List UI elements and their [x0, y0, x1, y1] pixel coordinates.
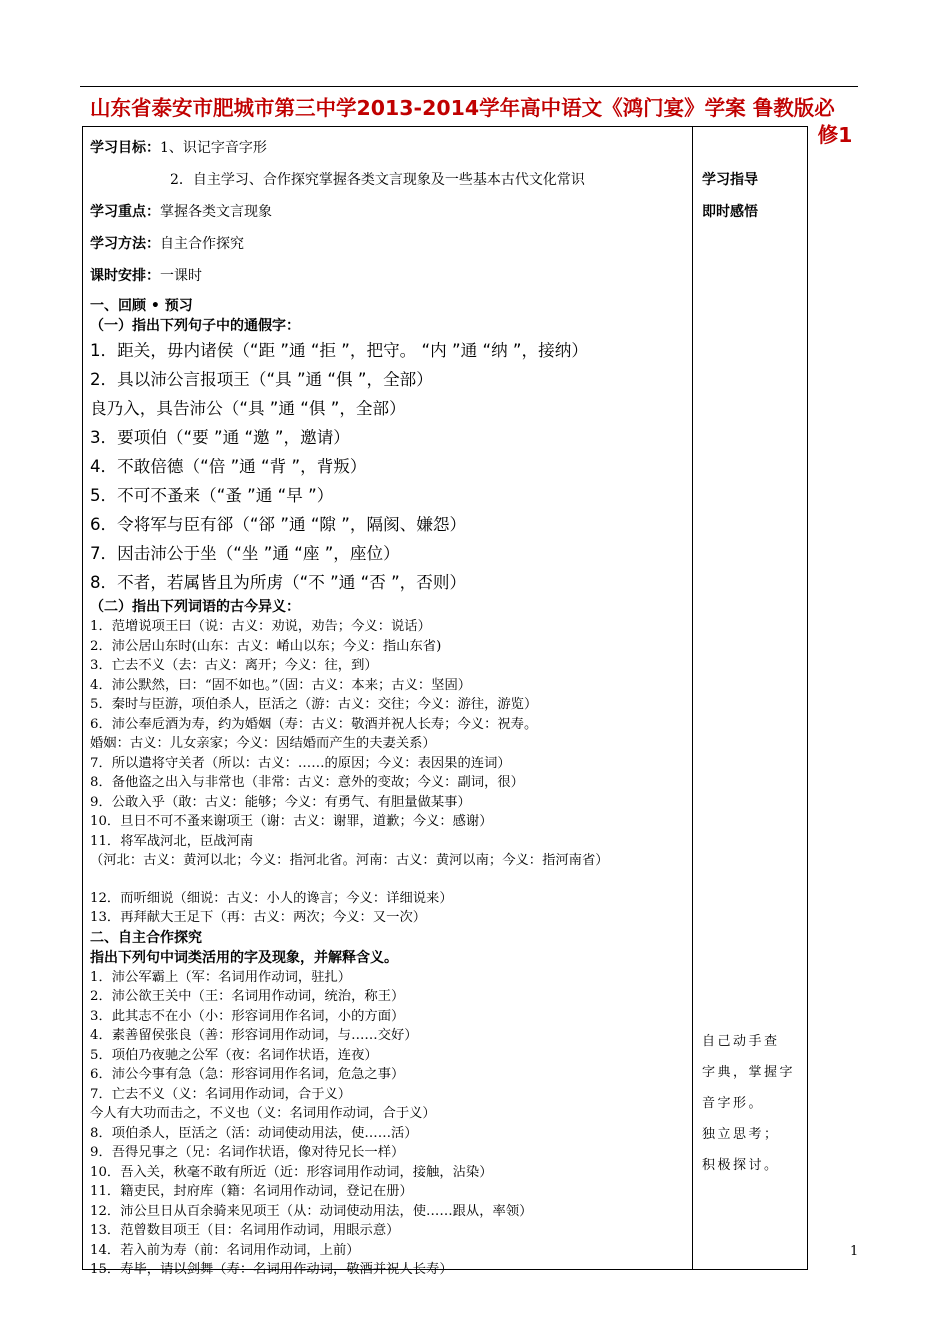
tongjia-item: 2．具以沛公言报项王（“具 ”通 “俱 ”，全部） — [90, 370, 433, 389]
side-note: 独立思考； — [702, 1127, 780, 1142]
huoyong-item: 今人有大功而击之，不义也（义：名词用作动词，合于义） — [90, 1106, 436, 1121]
tongjia-item: 3．要项伯（“要 ”通 “邀 ”，邀请） — [90, 428, 350, 447]
time-label: 课时安排： — [90, 268, 160, 284]
focus-label: 学习重点： — [90, 204, 160, 220]
goal-row — [90, 132, 688, 164]
huoyong-item: 3．此其志不在小（小：形容词用作名词，小的方面） — [90, 1008, 405, 1024]
huoyong-item: 11．籍吏民，封府库（籍：名词用作动词，登记在册） — [90, 1184, 413, 1199]
gujin-item: 4．沛公默然，曰：“固不如也。”（固：古义：本来；古义：坚固） — [90, 677, 472, 693]
huoyong-item: 1．沛公军霸上（军：名词用作动词，驻扎） — [90, 969, 352, 985]
gujin-item: 3．亡去不义（去：古义：离开；今义：往，到） — [90, 658, 378, 673]
huoyong-item: 14．若入前为寿（前：名词用作动词，上前） — [90, 1242, 360, 1258]
section1-title: 一、回顾 • 预习 — [90, 298, 193, 314]
huoyong-item: 6．沛公今事有急（急：形容词用作名词，危急之事） — [90, 1067, 405, 1082]
gujin-item: 13．再拜献大王足下（再：古义：两次；今义：又一次） — [90, 910, 427, 925]
goal-1: 1、识记字音字形 — [160, 140, 267, 156]
huoyong-item: 15．寿毕，请以剑舞（寿：名词用作动词，敬酒并祝人长寿） — [90, 1262, 453, 1277]
section2-title: 二、自主合作探究 — [90, 929, 202, 946]
time-row — [90, 260, 688, 292]
spacer — [90, 871, 688, 889]
gujin-item: 11．将军战河北，臣战河南 — [90, 833, 254, 849]
side-note: 积极探讨。 — [702, 1158, 780, 1173]
gujin-item: 6．沛公奉卮酒为寿，约为婚姻（寿：古义：敬酒并祝人长寿；今义：祝寿。 — [90, 716, 538, 732]
huoyong-item: 4．素善留侯张良（善：形容词用作动词，与……交好） — [90, 1028, 418, 1043]
tongjia-item: 6．令将军与臣有郤（“郤 ”通 “隙 ”，隔阂、嫌怨） — [90, 515, 467, 534]
side-note: 自己动手查 — [702, 1034, 780, 1049]
header-rule — [80, 86, 858, 87]
main-column — [90, 126, 688, 1280]
side-notes — [702, 1026, 802, 1181]
huoyong-item: 10．吾入关，秋毫不敢有所近（近：形容词用作动词，接触，沾染） — [90, 1164, 493, 1180]
section2-sub: 指出下列句中词类活用的字及现象，并解释含义。 — [90, 949, 398, 966]
gujin-item: 10．旦日不可不蚤来谢项王（谢：古义：谢罪，道歉；今义：感谢） — [90, 814, 493, 829]
side-column — [702, 126, 802, 1181]
method-text: 自主合作探究 — [160, 236, 244, 252]
huoyong-item: 5．项伯乃夜驰之公军（夜：名词作状语，连夜） — [90, 1047, 378, 1063]
focus-row — [90, 196, 688, 228]
gujin-item: 5．秦时与臣游，项伯杀人，臣活之（游：古义：交往；今义：游往，游览） — [90, 697, 538, 712]
side-note: 字典，掌握字 — [702, 1065, 796, 1080]
tongjia-item: 8．不者，若属皆且为所虏（“不 ”通 “否 ”，否则） — [90, 573, 467, 592]
gujin-item: 12．而听细说（细说：古义：小人的谗言；今义：详细说来） — [90, 890, 453, 906]
method-label: 学习方法： — [90, 236, 160, 252]
tongjia-item: 5．不可不蚤来（“蚤 ”通 “早 ”） — [90, 486, 334, 505]
method-row — [90, 228, 688, 260]
column-divider — [692, 126, 693, 1270]
huoyong-item: 2．沛公欲王关中（王：名词用作动词，统治，称王） — [90, 989, 405, 1004]
gujin-item: 7．所以遣将守关者（所以：古义：……的原因；今义：表因果的连词） — [90, 755, 511, 771]
section1-sub1: （一）指出下列句子中的通假字： — [90, 318, 300, 334]
time-text: 一课时 — [160, 268, 202, 284]
gujin-item: 1．范增说项王曰（说：古义：劝说，劝告；今义：说话） — [90, 619, 431, 634]
side-guide-label: 学习指导 — [702, 172, 758, 188]
focus-text: 掌握各类文言现象 — [160, 204, 272, 220]
gujin-item: 8．备他盗之出入与非常也（非常：古义：意外的变故；今义：副词，很） — [90, 775, 524, 790]
tongjia-item: 1．距关，毋内诸侯（“距 ”通 “拒 ”，把守。 “内 ”通 “纳 ”，接纳） — [90, 341, 588, 360]
huoyong-item: 8．项伯杀人，臣活之（活：动词使动用法，使……活） — [90, 1125, 418, 1141]
huoyong-item: 13．范曾数目项王（目：名词用作动词，用眼示意） — [90, 1223, 400, 1238]
tongjia-item: 良乃入，具告沛公（“具 ”通 “俱 ”，全部） — [90, 399, 406, 418]
document-title-continued: 修1 — [817, 123, 853, 147]
huoyong-item: 7．亡去不义（义：名词用作动词，合于义） — [90, 1086, 352, 1102]
gujin-item: 婚姻：古义：儿女亲家；今义：因结婚而产生的夫妻关系） — [90, 736, 436, 751]
page-number: 1 — [850, 1244, 859, 1259]
tongjia-item: 7．因击沛公于坐（“坐 ”通 “座 ”，座位） — [90, 544, 400, 563]
gujin-item: 2．沛公居山东时(山东：古义：崤山以东；今义：指山东省) — [90, 638, 442, 654]
side-note: 音字形。 — [702, 1096, 765, 1111]
huoyong-item: 9．吾得兄事之（兄：名词作状语，像对待兄长一样） — [90, 1145, 405, 1160]
huoyong-item: 12．沛公旦日从百余骑来见项王（从：动词使动用法，使……跟从，率领） — [90, 1203, 533, 1219]
goal-2: 2．自主学习、合作探究掌握各类文言现象及一些基本古代文化常识 — [170, 172, 585, 188]
side-insight-label: 即时感悟 — [702, 204, 758, 220]
gujin-item: （河北：古义：黄河以北；今义：指河北省。河南：古义：黄河以南；今义：指河南省） — [90, 853, 609, 868]
gujin-item: 9．公敢入乎（敢：古义：能够；今义：有勇气、有胆量做某事） — [90, 794, 471, 810]
document-title: 山东省泰安市肥城市第三中学2013-2014学年高中语文《鸿门宴》学案 鲁教版必 — [90, 96, 835, 120]
goal-label: 学习目标： — [90, 140, 160, 156]
tongjia-item: 4．不敢倍德（“倍 ”通 “背 ”，背叛） — [90, 457, 367, 476]
section1-sub2: （二）指出下列词语的古今异义： — [90, 599, 300, 615]
